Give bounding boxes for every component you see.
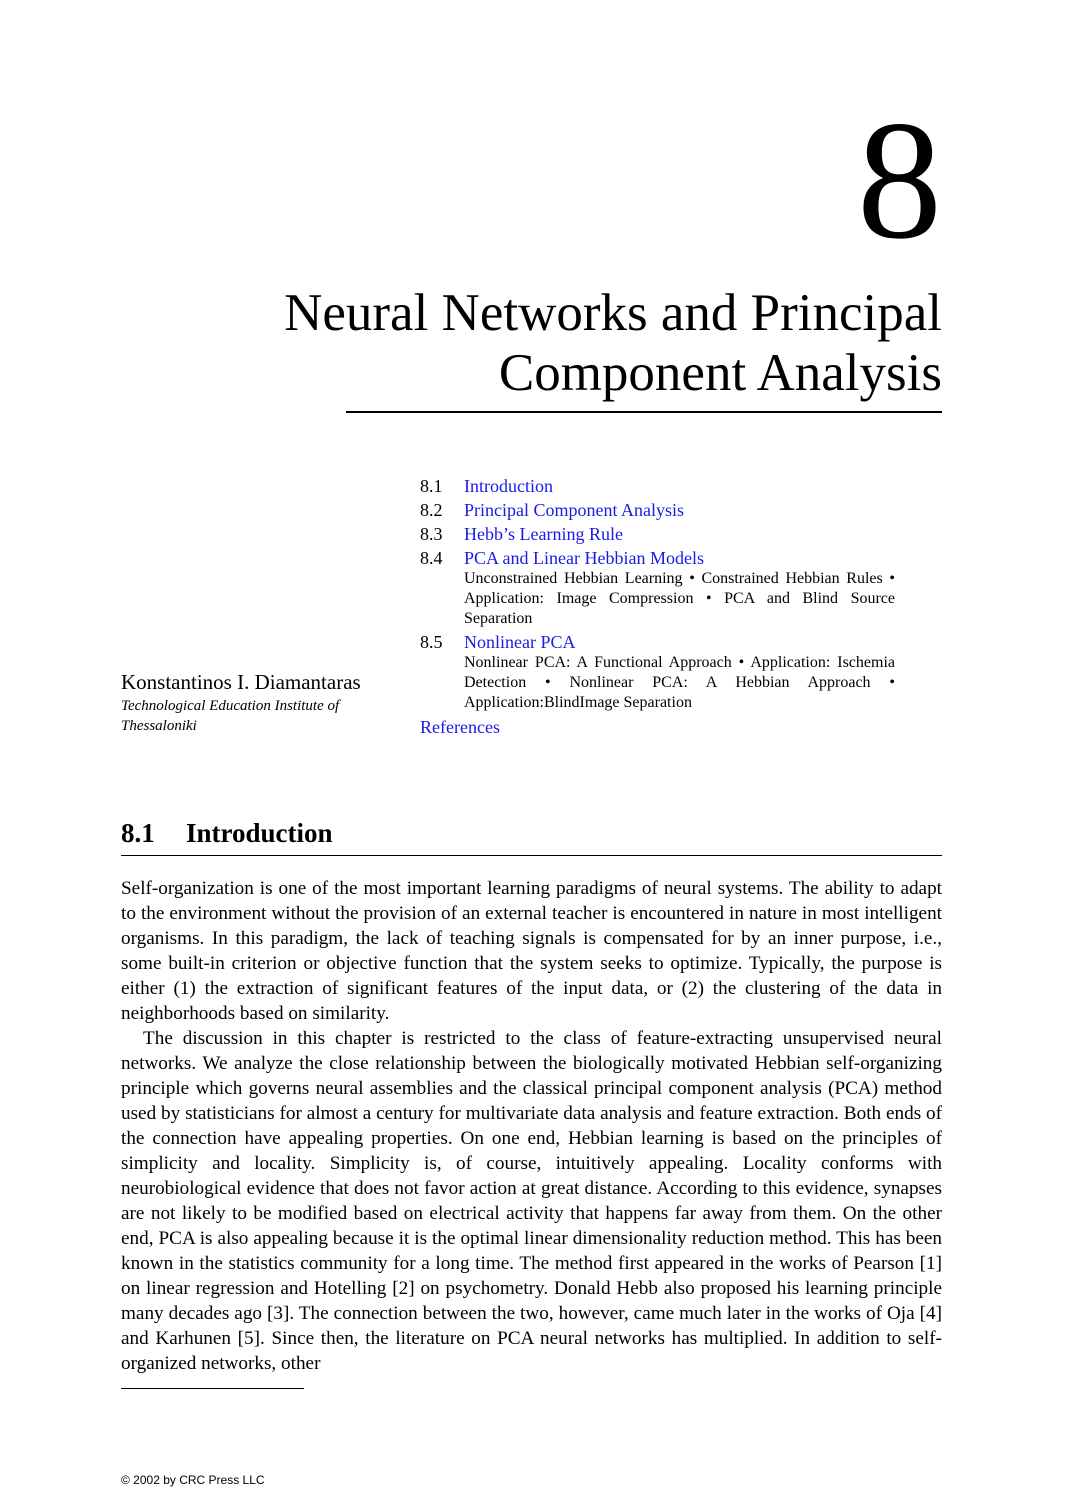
toc-link-references[interactable]: References (420, 717, 500, 737)
section-body (121, 876, 942, 1376)
chapter-title-line-1: Neural Networks and Principal (284, 284, 942, 342)
author-affiliation: Technological Education Institute of Thessaloniki (121, 698, 340, 734)
section-title: Introduction (186, 818, 333, 848)
toc-number: 8.4 (420, 548, 443, 568)
toc-item-nonlinear-pca (420, 630, 895, 654)
table-of-contents (420, 474, 895, 740)
toc-number: 8.1 (420, 476, 443, 496)
footnote-rule (121, 1388, 304, 1389)
toc-link-introduction[interactable]: Introduction (464, 476, 553, 496)
toc-subtopics: Nonlinear PCA: A Functional Approach • Application: Ischemia Detection • Nonlinear PCA: A Hebbian Approach • Application:BlindImage Separation (464, 654, 895, 711)
toc-number: 8.5 (420, 632, 443, 652)
body-paragraph: Self-organization is one of the most important learning paradigms of neural systems. The ability to adapt to the environment without the provision of an external teacher is encountered in nature in most intelligent organisms. In this paradigm, the lack of teaching signals is compensated for by an inner purpose, i.e., some built-in criterion or objective function that the system seeks to optimize. Typically, the purpose is either (1) the extraction of significant features of the input data, or (2) the clustering of the data in neighborhoods based on similarity. (121, 878, 942, 1024)
toc-link-nonlinear-pca[interactable]: Nonlinear PCA (464, 632, 576, 652)
title-rule (346, 411, 942, 413)
section-rule (121, 855, 942, 856)
toc-number: 8.2 (420, 500, 443, 520)
toc-item-linear-hebbian (420, 546, 895, 570)
toc-item-pca (420, 498, 895, 522)
copyright-notice: © 2002 by CRC Press LLC (121, 1473, 265, 1487)
author-name: Konstantinos I. Diamantaras (121, 670, 361, 694)
toc-link-principal-component-analysis[interactable]: Principal Component Analysis (464, 500, 684, 520)
body-paragraph: The discussion in this chapter is restricted to the class of feature-extracting unsupervised neural networks. We analyze the close relationship between the biologically motivated Hebbian self-organizing principle which governs neural assemblies and the classical principal component analysis (PCA) method used by statisticians for almost a century for multivariate data analysis and feature extraction. Both ends of the connection have appealing properties. On one end, Hebbian learning is based on the principles of simplicity and locality. Simplicity is, of course, intuitively appealing. Locality conforms with neurobiological evidence that does not favor action at great distance. According to this evidence, synapses are not likely to be modified based on electrical activity that happens far away from them. On the other end, PCA is also appealing because it is the optimal linear dimensionality reduction method. This has been known in the statistics community for a long time. The method first appeared in the works of Pearson [1] on linear regression and Hotelling [2] on psychometry. Donald Hebb also proposed his learning principle many decades ago [3]. The connection between the two, however, came much later in the works of Oja [4] and Karhunen [5]. Since then, the literature on PCA neural networks has multiplied. In addition to self-organized networks, other (121, 1028, 942, 1374)
section-number: 8.1 (121, 818, 155, 848)
author-block (121, 668, 411, 736)
toc-link-hebbs-learning-rule[interactable]: Hebb’s Learning Rule (464, 524, 623, 544)
chapter-number: 8 (857, 86, 942, 274)
toc-subtopics: Unconstrained Hebbian Learning • Constrained Hebbian Rules • Application: Image Compression • PCA and Blind Source Separation (464, 570, 895, 627)
chapter-title-line-2: Component Analysis (498, 344, 942, 402)
toc-number: 8.3 (420, 524, 443, 544)
toc-link-pca-linear-hebbian-models[interactable]: PCA and Linear Hebbian Models (464, 548, 704, 568)
toc-item-hebb (420, 522, 895, 546)
toc-item-introduction (420, 474, 895, 498)
chapter-title (142, 283, 942, 403)
section-heading (121, 816, 333, 850)
